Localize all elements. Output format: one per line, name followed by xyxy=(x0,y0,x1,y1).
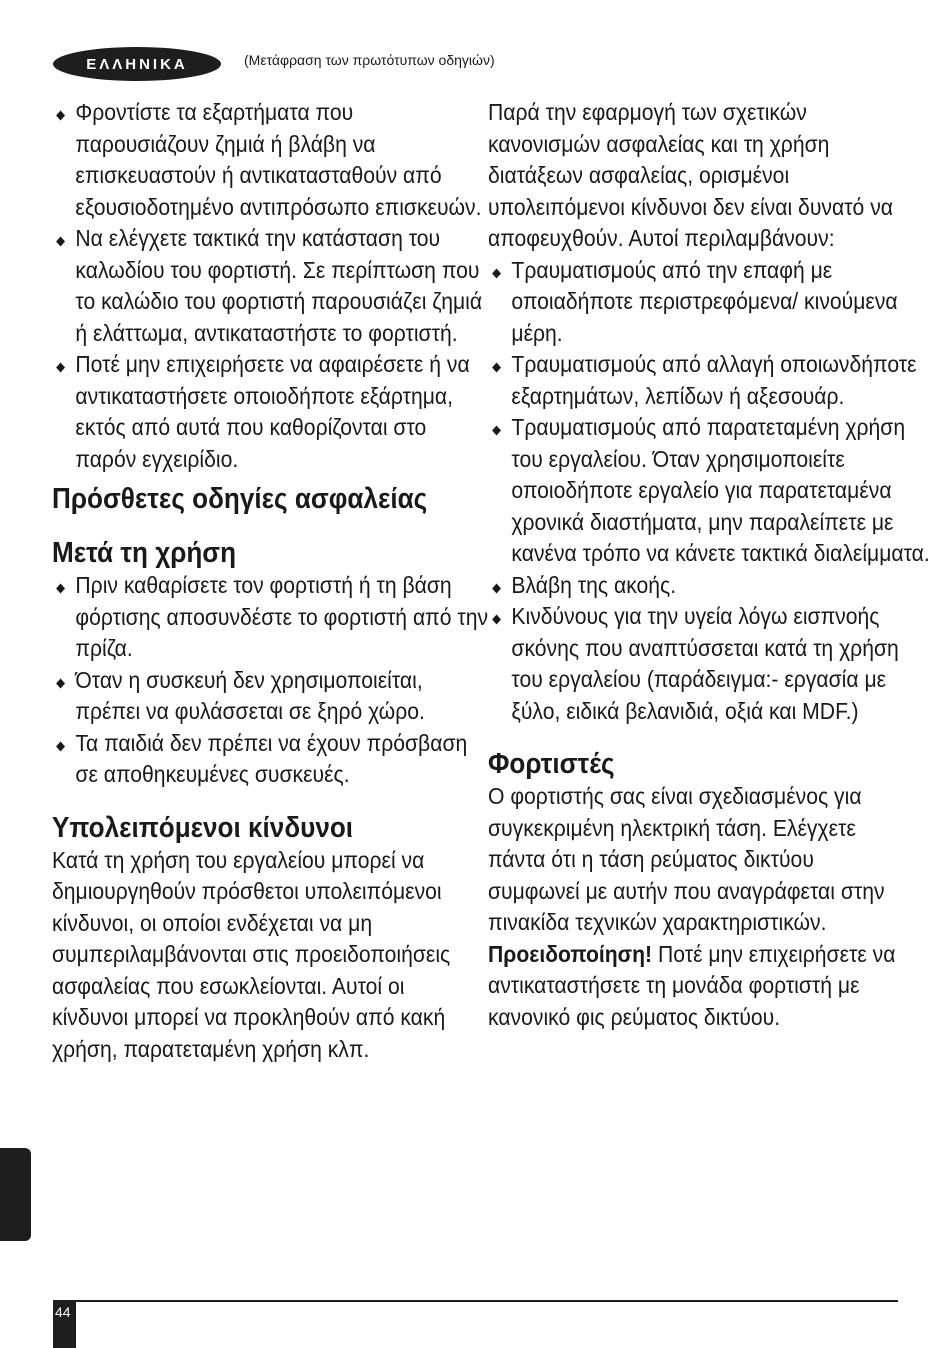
list-item xyxy=(52,728,490,791)
warning-text: Ποτέ μην επιχειρήσετε να αντικαταστήσετε τη μονάδα φορτιστή με κανονικό φις ρεύματος δικτύου. xyxy=(488,940,896,1030)
list-item xyxy=(488,255,931,350)
list-item xyxy=(52,223,490,349)
heading-residual-risks: Υπολειπόμενοι κίνδυνοι xyxy=(52,811,354,844)
list-item-text: Βλάβη της ακοής. xyxy=(511,571,677,598)
list-item xyxy=(52,665,490,728)
heading-chargers: Φορτιστές xyxy=(488,748,615,780)
residual-risks-text: Κατά τη χρήση του εργαλείου μπορεί να δημιουργηθούν πρόσθετοι υπολειπόμενοι κίνδυνοι, οι οποίοι ενδέχεται να μη συμπεριλαμβάνονται στις προειδοποιήσεις ασφαλείας που εσωκλείονται. Αυτοί οι κίνδυνοι μπορεί να προκληθούν από κακή χρήση, παρατεταμένη χρήση κλπ. xyxy=(52,846,451,1062)
list-item xyxy=(52,97,490,223)
list-item-text: Πριν καθαρίσετε τον φορτιστή ή τη βάση φόρτισης αποσυνδέστε το φορτιστή από την πρίζα. xyxy=(75,572,489,661)
diamond-bullet-icon xyxy=(56,678,65,688)
list-item xyxy=(488,412,931,570)
footer-rule xyxy=(53,1300,898,1302)
list-item xyxy=(488,349,931,412)
diamond-bullet-icon xyxy=(56,237,65,247)
list-item-text: Τραυματισμούς από αλλαγή οποιωνδήποτε εξαρτημάτων, λεπίδων ή αξεσουάρ. xyxy=(511,351,917,409)
list-item xyxy=(52,349,490,475)
heading-after-use: Μετά τη χρήση xyxy=(52,537,237,569)
diamond-bullet-icon xyxy=(56,741,65,751)
language-badge: ΕΛΛΗΝΙΚΑ xyxy=(53,47,221,81)
list-item-text: Τραυματισμούς από την επαφή με οποιαδήποτε περιστρεφόμενα/ κινούμενα μέρη. xyxy=(511,256,898,346)
right-column xyxy=(488,97,930,1033)
bullet-list-after-use xyxy=(52,570,489,791)
list-item-text: Τραυματισμούς από παρατεταμένη χρήση του εργαλείου. Όταν χρησιμοποιείτε οποιοδήποτε εργαλείο για παρατεταμένα χρονικά διαστήματα, μην παραλείπετε με κανένα τρόπο να κάνετε τακτικά διαλείμματα. xyxy=(511,414,930,566)
diamond-bullet-icon xyxy=(492,583,501,593)
diamond-bullet-icon xyxy=(56,584,65,594)
list-item-text: Να ελέγχετε τακτικά την κατάσταση του καλωδίου του φορτιστή. Σε περίπτωση που το καλώδιο του φορτιστή παρουσιάζει ζημιά ή ελάττωμα, αντικαταστήστε το φορτιστή. xyxy=(75,225,483,346)
diamond-bullet-icon xyxy=(492,363,501,373)
bullet-list-top xyxy=(52,97,483,475)
residual-intro-text: Παρά την εφαρμογή των σχετικών κανονισμών ασφαλείας και τη χρήση διατάξεων ασφαλείας, ορισμένοι υπολειπόμενοι κίνδυνοι δεν είναι δυνατό να αποφευχθούν. Αυτοί περιλαμβάνουν: xyxy=(488,99,893,251)
page-number: 44 xyxy=(55,1304,71,1320)
bullet-list-risks xyxy=(488,255,930,728)
left-column xyxy=(52,97,489,1065)
list-item-text: Ποτέ μην επιχειρήσετε να αφαιρέσετε ή να αντικαταστήσετε οποιοδήποτε εξάρτημα, εκτός από αυτά που καθορίζονται στο παρόν εγχειρίδιο. xyxy=(75,351,470,472)
translation-note: (Μετάφραση των πρωτότυπων οδηγιών) xyxy=(244,52,495,68)
warning-label: Προειδοποίηση! xyxy=(488,940,653,967)
list-item-text: Όταν η συσκευή δεν χρησιμοποιείται, πρέπει να φυλάσσεται σε ξηρό χώρο. xyxy=(75,666,425,724)
section-side-tab xyxy=(0,1148,31,1241)
list-item xyxy=(488,601,931,727)
chargers-text: Ο φορτιστής σας είναι σχεδιασμένος για συγκεκριμένη ηλεκτρική τάση. Ελέγχετε πάντα ότι η τάση ρεύματος δικτύου συμφωνεί με αυτήν που αναγράφεται στην πινακίδα τεχνικών χαρακτηριστικών. xyxy=(488,783,885,935)
warning-paragraph xyxy=(488,939,908,1034)
list-item-text: Τα παιδιά δεν πρέπει να έχουν πρόσβαση σε αποθηκευμένες συσκευές. xyxy=(75,729,468,787)
diamond-bullet-icon xyxy=(56,363,65,373)
diamond-bullet-icon xyxy=(492,426,501,436)
diamond-bullet-icon xyxy=(492,268,501,278)
diamond-bullet-icon xyxy=(56,111,65,121)
heading-additional-safety: Πρόσθετες οδηγίες ασφαλείας xyxy=(52,483,428,515)
list-item-text: Φροντίστε τα εξαρτήματα που παρουσιάζουν ζημιά ή βλάβη να επισκευαστούν ή αντικατασταθούν από εξουσιοδοτημένο αντιπρόσωπο επισκευών. xyxy=(75,99,482,220)
list-item xyxy=(52,570,490,665)
diamond-bullet-icon xyxy=(492,615,501,625)
list-item xyxy=(488,570,931,602)
list-item-text: Κινδύνους για την υγεία λόγω εισπνοής σκόνης που αναπτύσσεται κατά τη χρήση του εργαλείου (παράδειγμα:- εργασία με ξύλο, ειδικά βελανιδιά, οξιά και MDF.) xyxy=(511,603,899,724)
